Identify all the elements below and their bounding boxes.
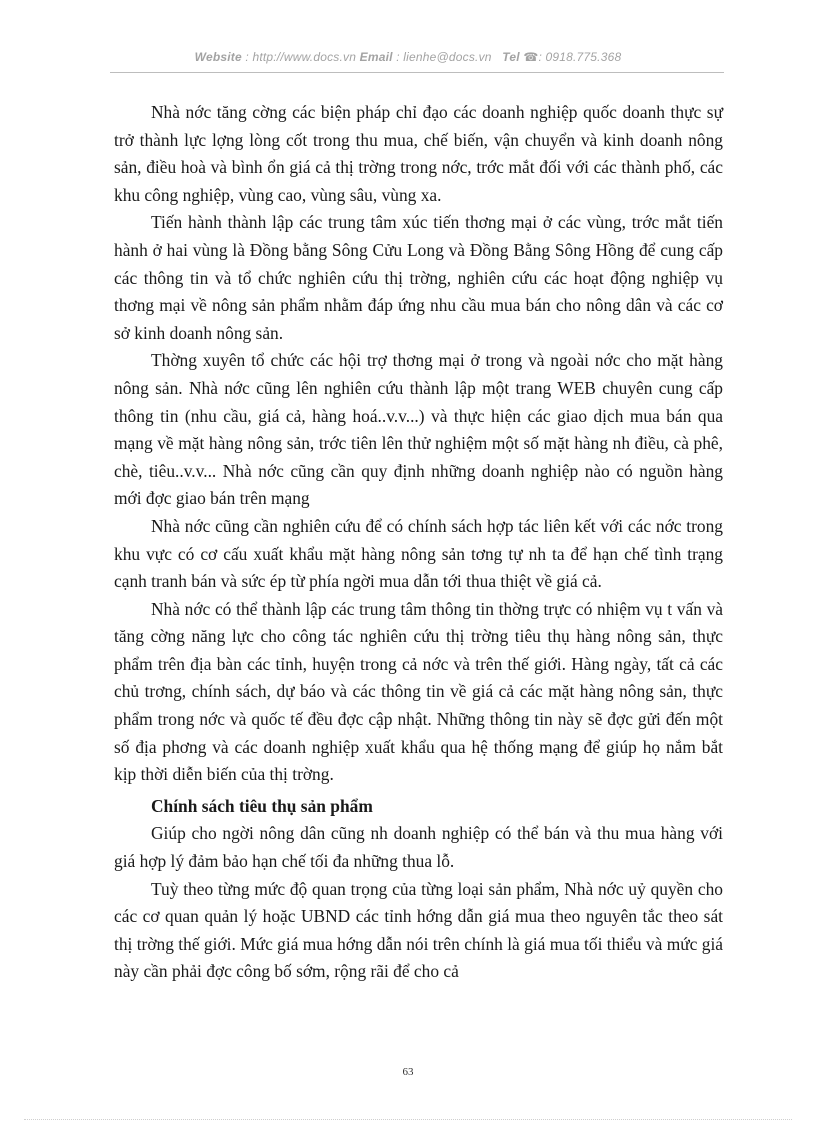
paragraph: Nhà nớc có thể thành lập các trung tâm thông tin thờng trực có nhiệm vụ t vấn và tăng cờng năng lực cho công tác nghiên cứu thị trờng tiêu thụ hàng nông sản, thực phẩm trên địa bàn các tỉnh, huyện trong cả nớc và trên thế giới. Hàng ngày, tất cả các chủ trơng, chính sách, dự báo và các thông tin về giá cả các mặt hàng nông sản, thực phẩm trong nớc và quốc tế đều đợc cập nhật. Những thông tin này sẽ đợc gửi đến một số địa phơng và các doanh nghiệp xuất khẩu qua hệ thống mạng để giúp họ nắm bắt kịp thời diễn biến của thị trờng. xyxy=(114,598,723,785)
paragraph: Thờng xuyên tổ chức các hội trợ thơng mại ở trong và ngoài nớc cho mặt hàng nông sản. Nhà nớc cũng lên nghiên cứu thành lập một trang WEB chuyên cung cấp thông tin (nhu cầu, giá cả, hàng hoá..v.v...) và thực hiện các giao dịch mua bán qua mạng về mặt hàng nông sản, trớc tiên lên thử nghiệm một số mặt hàng nh điều, cà phê, chè, tiêu..v.v... Nhà nớc cũng cần quy định những doanh nghiệp nào có nguồn hàng mới đợc giao bán trên mạng xyxy=(114,350,723,509)
email-label: Email xyxy=(359,50,393,64)
tel-number: ☎: 0918.775.368 xyxy=(523,50,622,64)
paragraph: Tuỳ theo từng mức độ quan trọng của từng loại sản phẩm, Nhà nớc uỷ quyền cho các cơ quan quản lý hoặc UBND các tỉnh hớng dẫn giá mua theo nguyên tắc theo sát thị trờng thế giới. Mức giá mua hớng dẫn nói trên chính là giá mua tối thiểu và mức giá này cần phải đợc công bố sớm, rộng rãi để cho cả xyxy=(114,878,723,982)
paragraph: Giúp cho ngời nông dân cũng nh doanh nghiệp có thể bán và thu mua hàng với giá hợp lý đảm bảo hạn chế tối đa những thua lỗ. xyxy=(114,823,723,872)
email-address: : lienhe@docs.vn xyxy=(396,50,492,64)
tel-label: Tel xyxy=(502,50,520,64)
header-divider xyxy=(110,72,724,73)
section-heading: Chính sách tiêu thụ sản phẩm xyxy=(151,795,373,816)
page-header xyxy=(0,50,816,64)
paragraph: Nhà nớc tăng cờng các biện pháp chỉ đạo các doanh nghiệp quốc doanh thực sự trở thành lực lợng lòng cốt trong thu mua, chế biến, vận chuyển và kinh doanh nông sản, điều hoà và bình ổn giá cả thị trờng trong nớc, trớc mắt đối với các thành phố, các khu công nghiệp, vùng cao, vùng sâu, vùng xa. xyxy=(114,102,723,205)
paragraph: Tiến hành thành lập các trung tâm xúc tiến thơng mại ở các vùng, trớc mắt tiến hành ở hai vùng là Đồng bằng Sông Cửu Long và Đồng Bằng Sông Hồng để cung cấp các thông tin và tổ chức nghiên cứu thị trờng, nghiên cứu các hoạt động nghiệp vụ thơng mại về nông sản phẩm nhằm đáp ứng nhu cầu mua bán cho nông dân và các cơ sở kinh doanh nông sản. xyxy=(114,212,723,343)
website-label: Website xyxy=(194,50,242,64)
page-number: 63 xyxy=(402,1066,414,1078)
website-url: : http://www.docs.vn xyxy=(245,50,357,64)
document-body xyxy=(114,99,723,986)
paragraph: Nhà nớc cũng cần nghiên cứu để có chính sách hợp tác liên kết với các nớc trong khu vực có cơ cấu xuất khẩu mặt hàng nông sản tơng tự nh ta để hạn chế tình trạng cạnh tranh bán và sức ép từ phía ngời mua dẫn tới thua thiệt về giá cả. xyxy=(114,515,723,592)
footer-divider xyxy=(24,1119,792,1120)
